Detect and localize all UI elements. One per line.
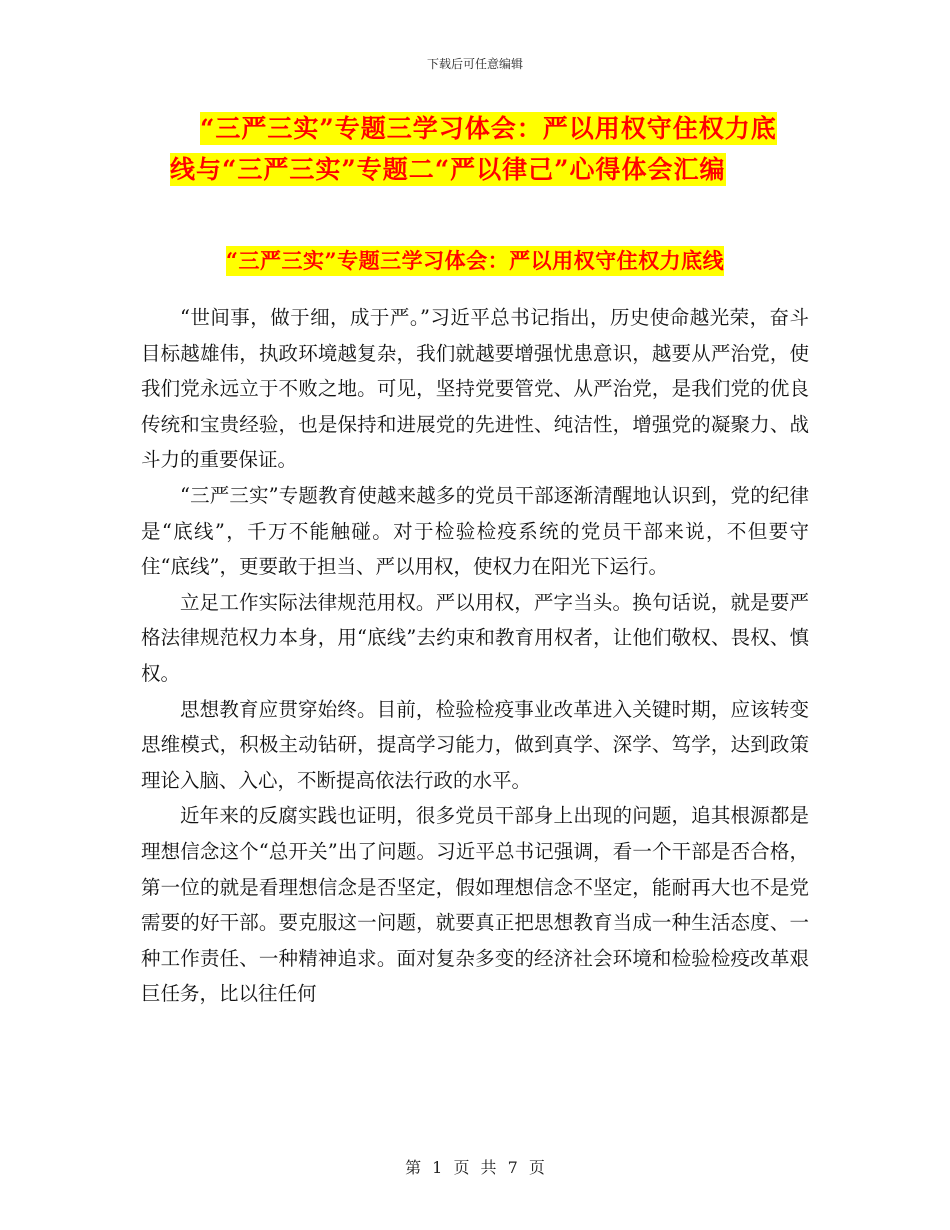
document-title-line-2: 线与“三严三实”专题二“严以律己”心得体会汇编 — [170, 155, 726, 184]
paragraph: 近年来的反腐实践也证明，很多党员干部身上出现的问题，追其根源都是理想信念这个“总开关”出了问题。习近平总书记强调，看一个干部是否合格，第一位的就是看理想信念是否坚定，假如理想信念不坚定，能耐再大也不是党需要的好干部。要克服这一问题，就要真正把思想教育当成一种生活态度、一种工作责任、一种精神追求。面对复杂多变的经济社会环境和检验检疫改革艰巨任务，比以往任何 — [141, 804, 809, 1006]
paragraph: “三严三实”专题教育使越来越多的党员干部逐渐清醒地认识到，党的纪律是“底线”，千万不能触碰。对于检验检疫系统的党员干部来说，不但要守住“底线”，更要敢于担当、严以用权，使权力在阳光下运行。 — [141, 483, 809, 579]
section-title-text: “三严三实”专题三学习体会：严以用权守住权力底线 — [226, 246, 724, 276]
document-title — [170, 112, 820, 186]
page-number-footer: 第 1 页 共 7 页 — [405, 1158, 545, 1177]
document-title-line-1: “三严三实”专题三学习体会：严以用权守住权力底 — [200, 114, 777, 143]
document-body — [141, 300, 809, 1012]
section-title — [0, 246, 950, 276]
paragraph: 思想教育应贯穿始终。目前，检验检疫事业改革进入关键时期，应该转变思维模式，积极主动钻研，提高学习能力，做到真学、深学、笃学，达到政策理论入脑、入心，不断提高依法行政的水平。 — [141, 697, 809, 792]
page-header-note: 下载后可任意编辑 — [426, 57, 523, 71]
paragraph: 立足工作实际法律规范用权。严以用权，严字当头。换句话说，就是要严格法律规范权力本身，用“底线”去约束和教育用权者，让他们敬权、畏权、慎权。 — [141, 590, 809, 685]
paragraph: “世间事，做于细，成于严。”习近平总书记指出，历史使命越光荣，奋斗目标越雄伟，执政环境越复杂，我们就越要增强忧患意识，越要从严治党，使我们党永远立于不败之地。可见，坚持党要管党、从严治党，是我们党的优良传统和宝贵经验，也是保持和进展党的先进性、纯洁性，增强党的凝聚力、战斗力的重要保证。 — [141, 306, 809, 472]
